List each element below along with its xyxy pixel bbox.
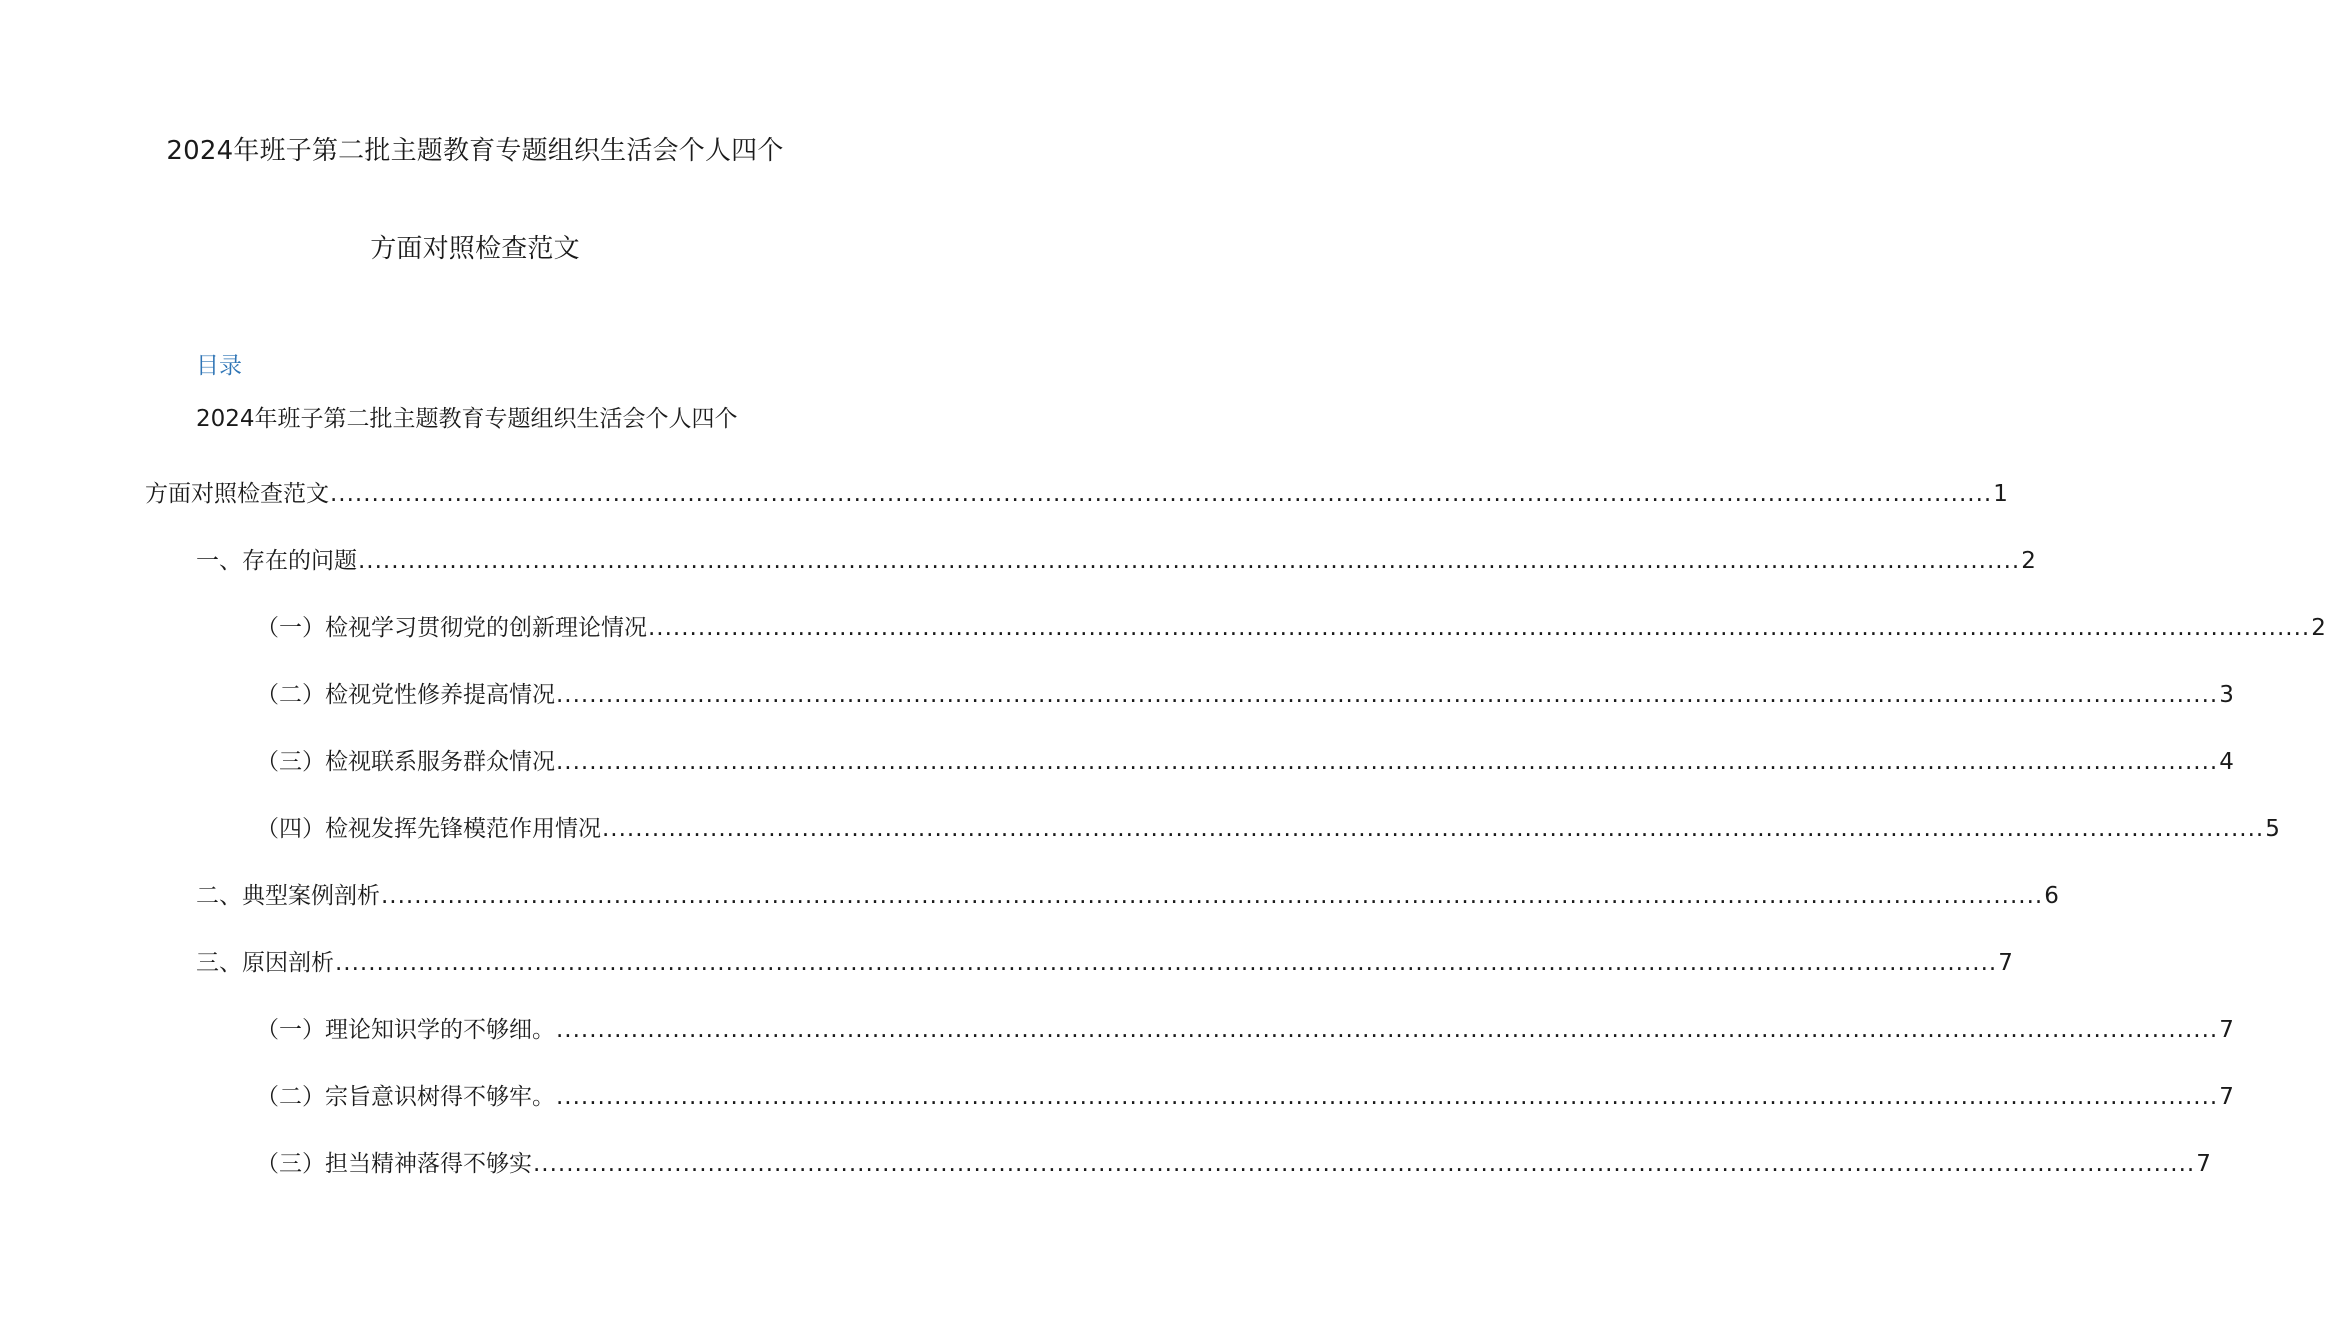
toc-entry-label: （一）检视学习贯彻党的创新理论情况 <box>256 615 647 641</box>
toc-entry-page: 2 <box>2311 615 2326 641</box>
dot-leader: ........................................................................................................................................................................................................ <box>533 1151 2196 1177</box>
toc-entry-cause-1[interactable] <box>256 1016 2234 1044</box>
dot-leader: ........................................................................................................................................................................................................ <box>556 682 2219 708</box>
dot-leader: ........................................................................................................................................................................................................ <box>358 548 2021 574</box>
toc-entry-label: 三、原因剖析 <box>196 950 334 976</box>
toc-entry-page: 7 <box>1998 950 2013 976</box>
dot-leader: ........................................................................................................................................................................................................ <box>556 749 2219 775</box>
toc-entry-page: 7 <box>2219 1017 2234 1043</box>
toc-entry-page: 7 <box>2196 1151 2211 1177</box>
toc-entry-page: 5 <box>2265 816 2280 842</box>
toc-entry-cause-analysis[interactable] <box>196 949 2013 977</box>
dot-leader: ........................................................................................................................................................................................................ <box>381 883 2044 909</box>
toc-entry-problems-2[interactable] <box>256 681 2234 709</box>
toc-entry-label: （二）宗旨意识树得不够牢。 <box>256 1084 555 1110</box>
document-title-line-2: 方面对照检查范文 <box>370 234 580 264</box>
toc-entry-case-analysis[interactable] <box>196 882 2059 910</box>
toc-entry-label: 方面对照检查范文 <box>145 481 329 507</box>
toc-entry-page: 3 <box>2219 682 2234 708</box>
toc-entry-page: 4 <box>2219 749 2234 775</box>
toc-entry-label: （一）理论知识学的不够细。 <box>256 1017 555 1043</box>
toc-entry-label: （三）担当精神落得不够实 <box>256 1151 532 1177</box>
dot-leader: ........................................................................................................................................................................................................ <box>602 816 2265 842</box>
toc-entry-problems-4[interactable] <box>256 815 2280 843</box>
dot-leader: ........................................................................................................................................................................................................ <box>556 1017 2219 1043</box>
dot-leader: ........................................................................................................................................................................................................ <box>330 481 1993 507</box>
toc-entry-title-line-1[interactable]: 2024年班子第二批主题教育专题组织生活会个人四个 <box>196 406 738 432</box>
toc-entry-cause-2[interactable] <box>256 1083 2234 1111</box>
toc-entry-page: 6 <box>2044 883 2059 909</box>
dot-leader: ........................................................................................................................................................................................................ <box>648 615 2311 641</box>
toc-entry-title[interactable] <box>145 480 2008 508</box>
toc-entry-problems-1[interactable] <box>256 614 2326 642</box>
toc-entry-label: （三）检视联系服务群众情况 <box>256 749 555 775</box>
dot-leader: ........................................................................................................................................................................................................ <box>335 950 1998 976</box>
toc-entry-label: 一、存在的问题 <box>196 548 357 574</box>
toc-entry-page: 1 <box>1993 481 2008 507</box>
toc-entry-problems[interactable] <box>196 547 2036 575</box>
toc-entry-label: （四）检视发挥先锋模范作用情况 <box>256 816 601 842</box>
toc-heading: 目录 <box>196 353 242 379</box>
dot-leader: ........................................................................................................................................................................................................ <box>556 1084 2219 1110</box>
toc-entry-page: 2 <box>2021 548 2036 574</box>
toc-entry-cause-3[interactable] <box>256 1150 2211 1178</box>
toc-entry-label: 二、典型案例剖析 <box>196 883 380 909</box>
toc-entry-label: （二）检视党性修养提高情况 <box>256 682 555 708</box>
toc-entry-page: 7 <box>2219 1084 2234 1110</box>
toc-entry-problems-3[interactable] <box>256 748 2234 776</box>
document-title-line-1: 2024年班子第二批主题教育专题组织生活会个人四个 <box>166 136 784 166</box>
